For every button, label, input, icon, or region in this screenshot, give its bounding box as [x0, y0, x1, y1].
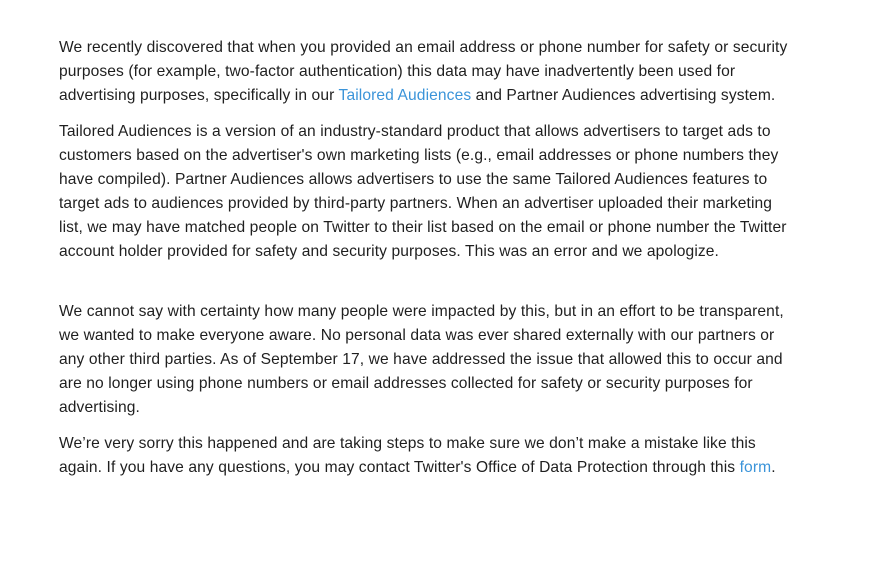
- paragraph-apology-text-start: We’re very sorry this happened and are taking steps to make sure we don’t make a mistake like this again. If you have any questions, you may contact Twitter's Office of Data Protection through this: [59, 435, 756, 476]
- tailored-audiences-link[interactable]: Tailored Audiences: [338, 87, 472, 104]
- paragraph-apology-text-end: .: [771, 459, 776, 476]
- paragraph-impact: We cannot say with certainty how many people were impacted by this, but in an effort to be transparent, we wanted to make everyone aware. No personal data was ever shared externally with our partners or any other third parties. As of September 17, we have addressed the issue that allowed this to occur and are no longer using phone numbers or email addresses collected for safety or security purposes for advertising.: [59, 303, 784, 416]
- paragraph-apology: [59, 432, 794, 480]
- contact-form-link[interactable]: form: [739, 459, 772, 476]
- paragraph-discovery: [59, 36, 794, 108]
- paragraph-discovery-text-end: and Partner Audiences advertising system.: [471, 87, 776, 104]
- paragraph-tailored-audiences: Tailored Audiences is a version of an industry-standard product that allows advertisers to target ads to customers based on the advertiser's own marketing lists (e.g., email addresses or phone numbers they have compiled). Partner Audiences allows advertisers to use the same Tailored Audiences features to target ads to audiences provided by third-party partners. When an advertiser uploaded their marketing list, we may have matched people on Twitter to their list based on the email or phone number the Twitter account holder provided for safety and security purposes. This was an error and we apologize.: [59, 123, 787, 260]
- paragraph-discovery-text-start: We recently discovered that when you provided an email address or phone number for safety or security purposes (for example, two-factor authentication) this data may have inadvertently been used for advertising purposes, specifically in our: [59, 39, 788, 104]
